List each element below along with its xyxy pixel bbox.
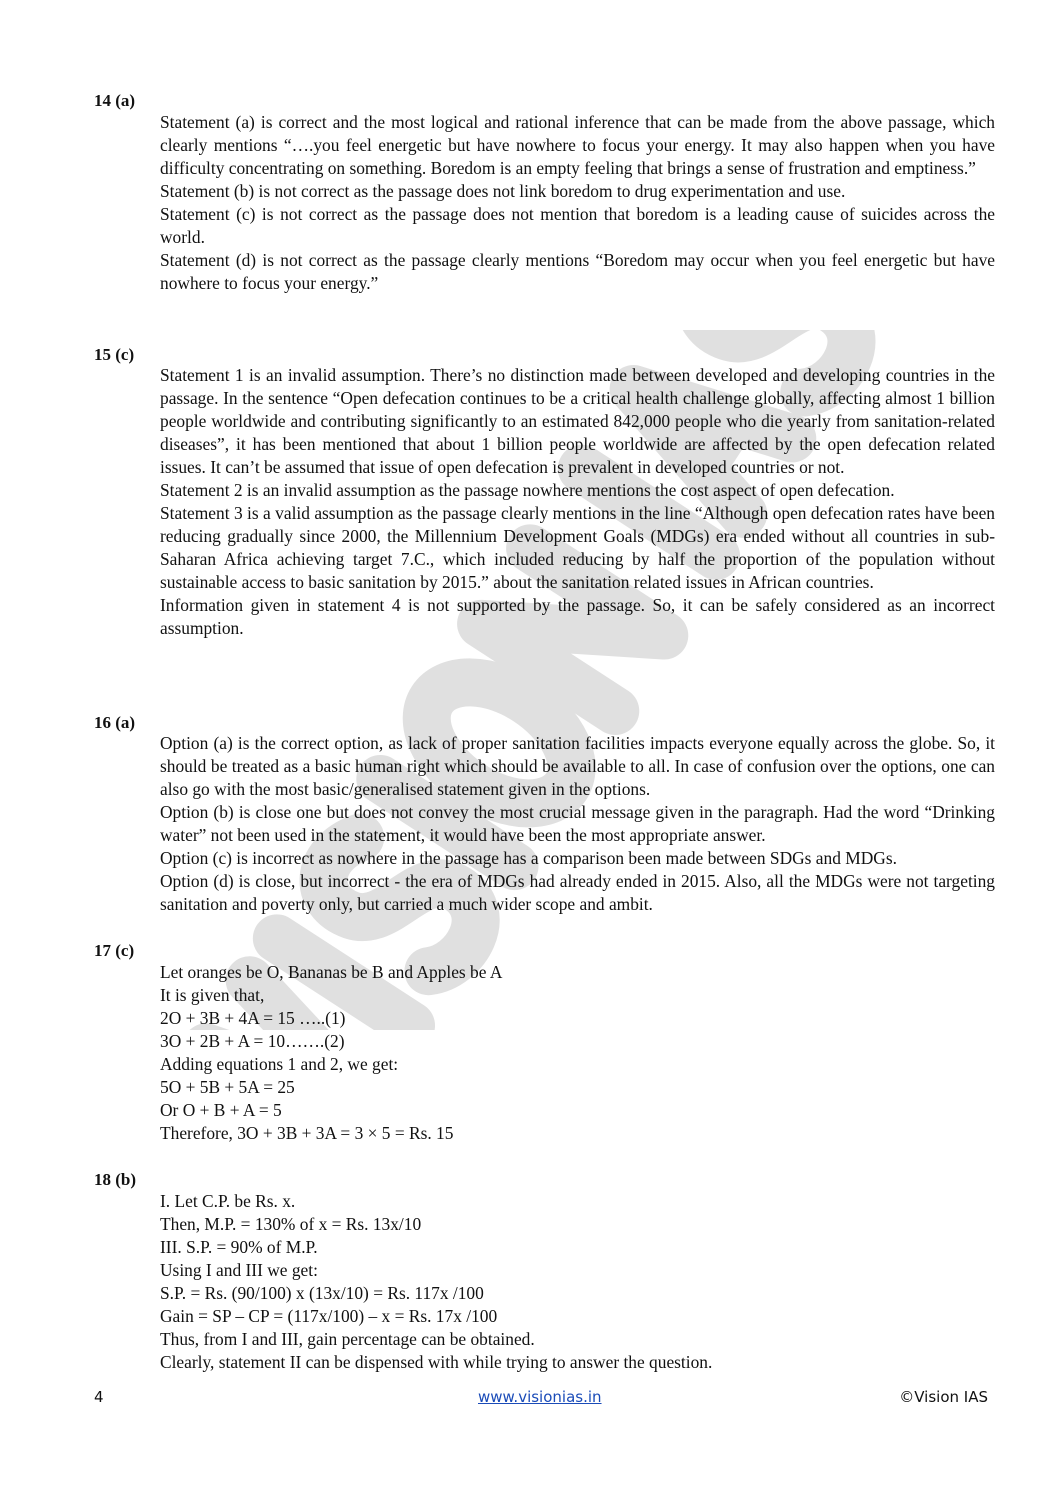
equation: 2O + 3B + 4A = 15 …..(1): [160, 1008, 346, 1028]
website-link[interactable]: www.visionias.in: [478, 1388, 602, 1406]
equation: Or O + B + A = 5: [160, 1100, 282, 1120]
paragraph: Statement (a) is correct and the most logical and rational inference that can be made from the above passage, which clearly mentions “….you feel energetic but have nowhere to focus your energy. It may also happen when you have difficulty concentrating on something. Boredom is an empty feeling that brings a sense of frustration and emptiness.”: [160, 112, 995, 178]
paragraph: Statement (b) is not correct as the passage does not link boredom to drug experimentation and use.: [160, 181, 846, 201]
paragraph: Statement 3 is a valid assumption as the passage clearly mentions in the line “Although open defecation rates have been reducing gradually since 2000, the Millennium Development Goals (MDGs) era ended without all countries in sub-Saharan Africa achieving target 7.C., which included reducing by half the proportion of the population without sustainable access to basic sanitation by 2015.” about the sanitation related issues in African countries.: [160, 503, 995, 592]
copyright: ©Vision IAS: [899, 1388, 988, 1406]
equation: 3O + 2B + A = 10…….(2): [160, 1031, 345, 1051]
equation: S.P. = Rs. (90/100) x (13x/10) = Rs. 117x /100: [160, 1283, 484, 1303]
answer-explanation: [160, 1190, 995, 1374]
question-label: 14 (a): [94, 91, 136, 110]
paragraph: Statement (d) is not correct as the passage clearly mentions “Boredom may occur when you feel energetic but have nowhere to focus your energy.”: [160, 250, 995, 293]
answer-explanation: [160, 961, 995, 1145]
question-label: 15 (c): [94, 345, 135, 364]
line: It is given that,: [160, 985, 265, 1005]
paragraph: Statement (c) is not correct as the passage does not mention that boredom is a leading cause of suicides across the world.: [160, 204, 995, 247]
question-label: 17 (c): [94, 941, 135, 960]
line: Adding equations 1 and 2, we get:: [160, 1054, 399, 1074]
line: Let oranges be O, Bananas be B and Apples be A: [160, 962, 503, 982]
equation: 5O + 5B + 5A = 25: [160, 1077, 295, 1097]
equation: Gain = SP – CP = (117x/100) – x = Rs. 17x /100: [160, 1306, 498, 1326]
line: I. Let C.P. be Rs. x.: [160, 1191, 296, 1211]
equation: Therefore, 3O + 3B + 3A = 3 × 5 = Rs. 15: [160, 1123, 454, 1143]
line: Then, M.P. = 130% of x = Rs. 13x/10: [160, 1214, 422, 1234]
line: III. S.P. = 90% of M.P.: [160, 1237, 318, 1257]
answer-explanation: [160, 111, 995, 295]
question-label: 16 (a): [94, 713, 136, 732]
page-number: 4: [94, 1388, 104, 1406]
paragraph: Statement 2 is an invalid assumption as the passage nowhere mentions the cost aspect of open defecation.: [160, 480, 895, 500]
answer-explanation: [160, 732, 995, 916]
line: Thus, from I and III, gain percentage can be obtained.: [160, 1329, 535, 1349]
paragraph: Option (b) is close one but does not convey the most crucial message given in the paragraph. Had the word “Drinking water” not been used in the statement, it would have been the most appropriate answer.: [160, 802, 995, 845]
line: Clearly, statement II can be dispensed with while trying to answer the question.: [160, 1352, 713, 1372]
answer-explanation: [160, 364, 995, 640]
paragraph: Option (c) is incorrect as nowhere in the passage has a comparison been made between SDGs and MDGs.: [160, 848, 897, 868]
paragraph: Option (a) is the correct option, as lack of proper sanitation facilities impacts everyone equally across the globe. So, it should be treated as a basic human right which should be available to all. In case of confusion over the options, one can also go with the most basic/generalised statement given in the options.: [160, 733, 995, 799]
paragraph: Information given in statement 4 is not supported by the passage. So, it can be safely considered as an incorrect assumption.: [160, 595, 995, 638]
paragraph: Statement 1 is an invalid assumption. There’s no distinction made between developed and developing countries in the passage. In the sentence “Open defecation continues to be a critical health challenge globally, affecting almost 1 billion people worldwide and contributing significantly to an estimated 842,000 people who die yearly from sanitation-related diseases”, it has been mentioned that about 1 billion people worldwide are affected by the open defecation related issues. It can’t be assumed that issue of open defecation is prevalent in developed countries or not.: [160, 365, 995, 477]
paragraph: Option (d) is close, but incorrect - the era of MDGs had already ended in 2015. Also, all the MDGs were not targeting sanitation and poverty only, but carried a much wider scope and ambit.: [160, 871, 995, 914]
question-label: 18 (b): [94, 1170, 137, 1189]
line: Using I and III we get:: [160, 1260, 318, 1280]
